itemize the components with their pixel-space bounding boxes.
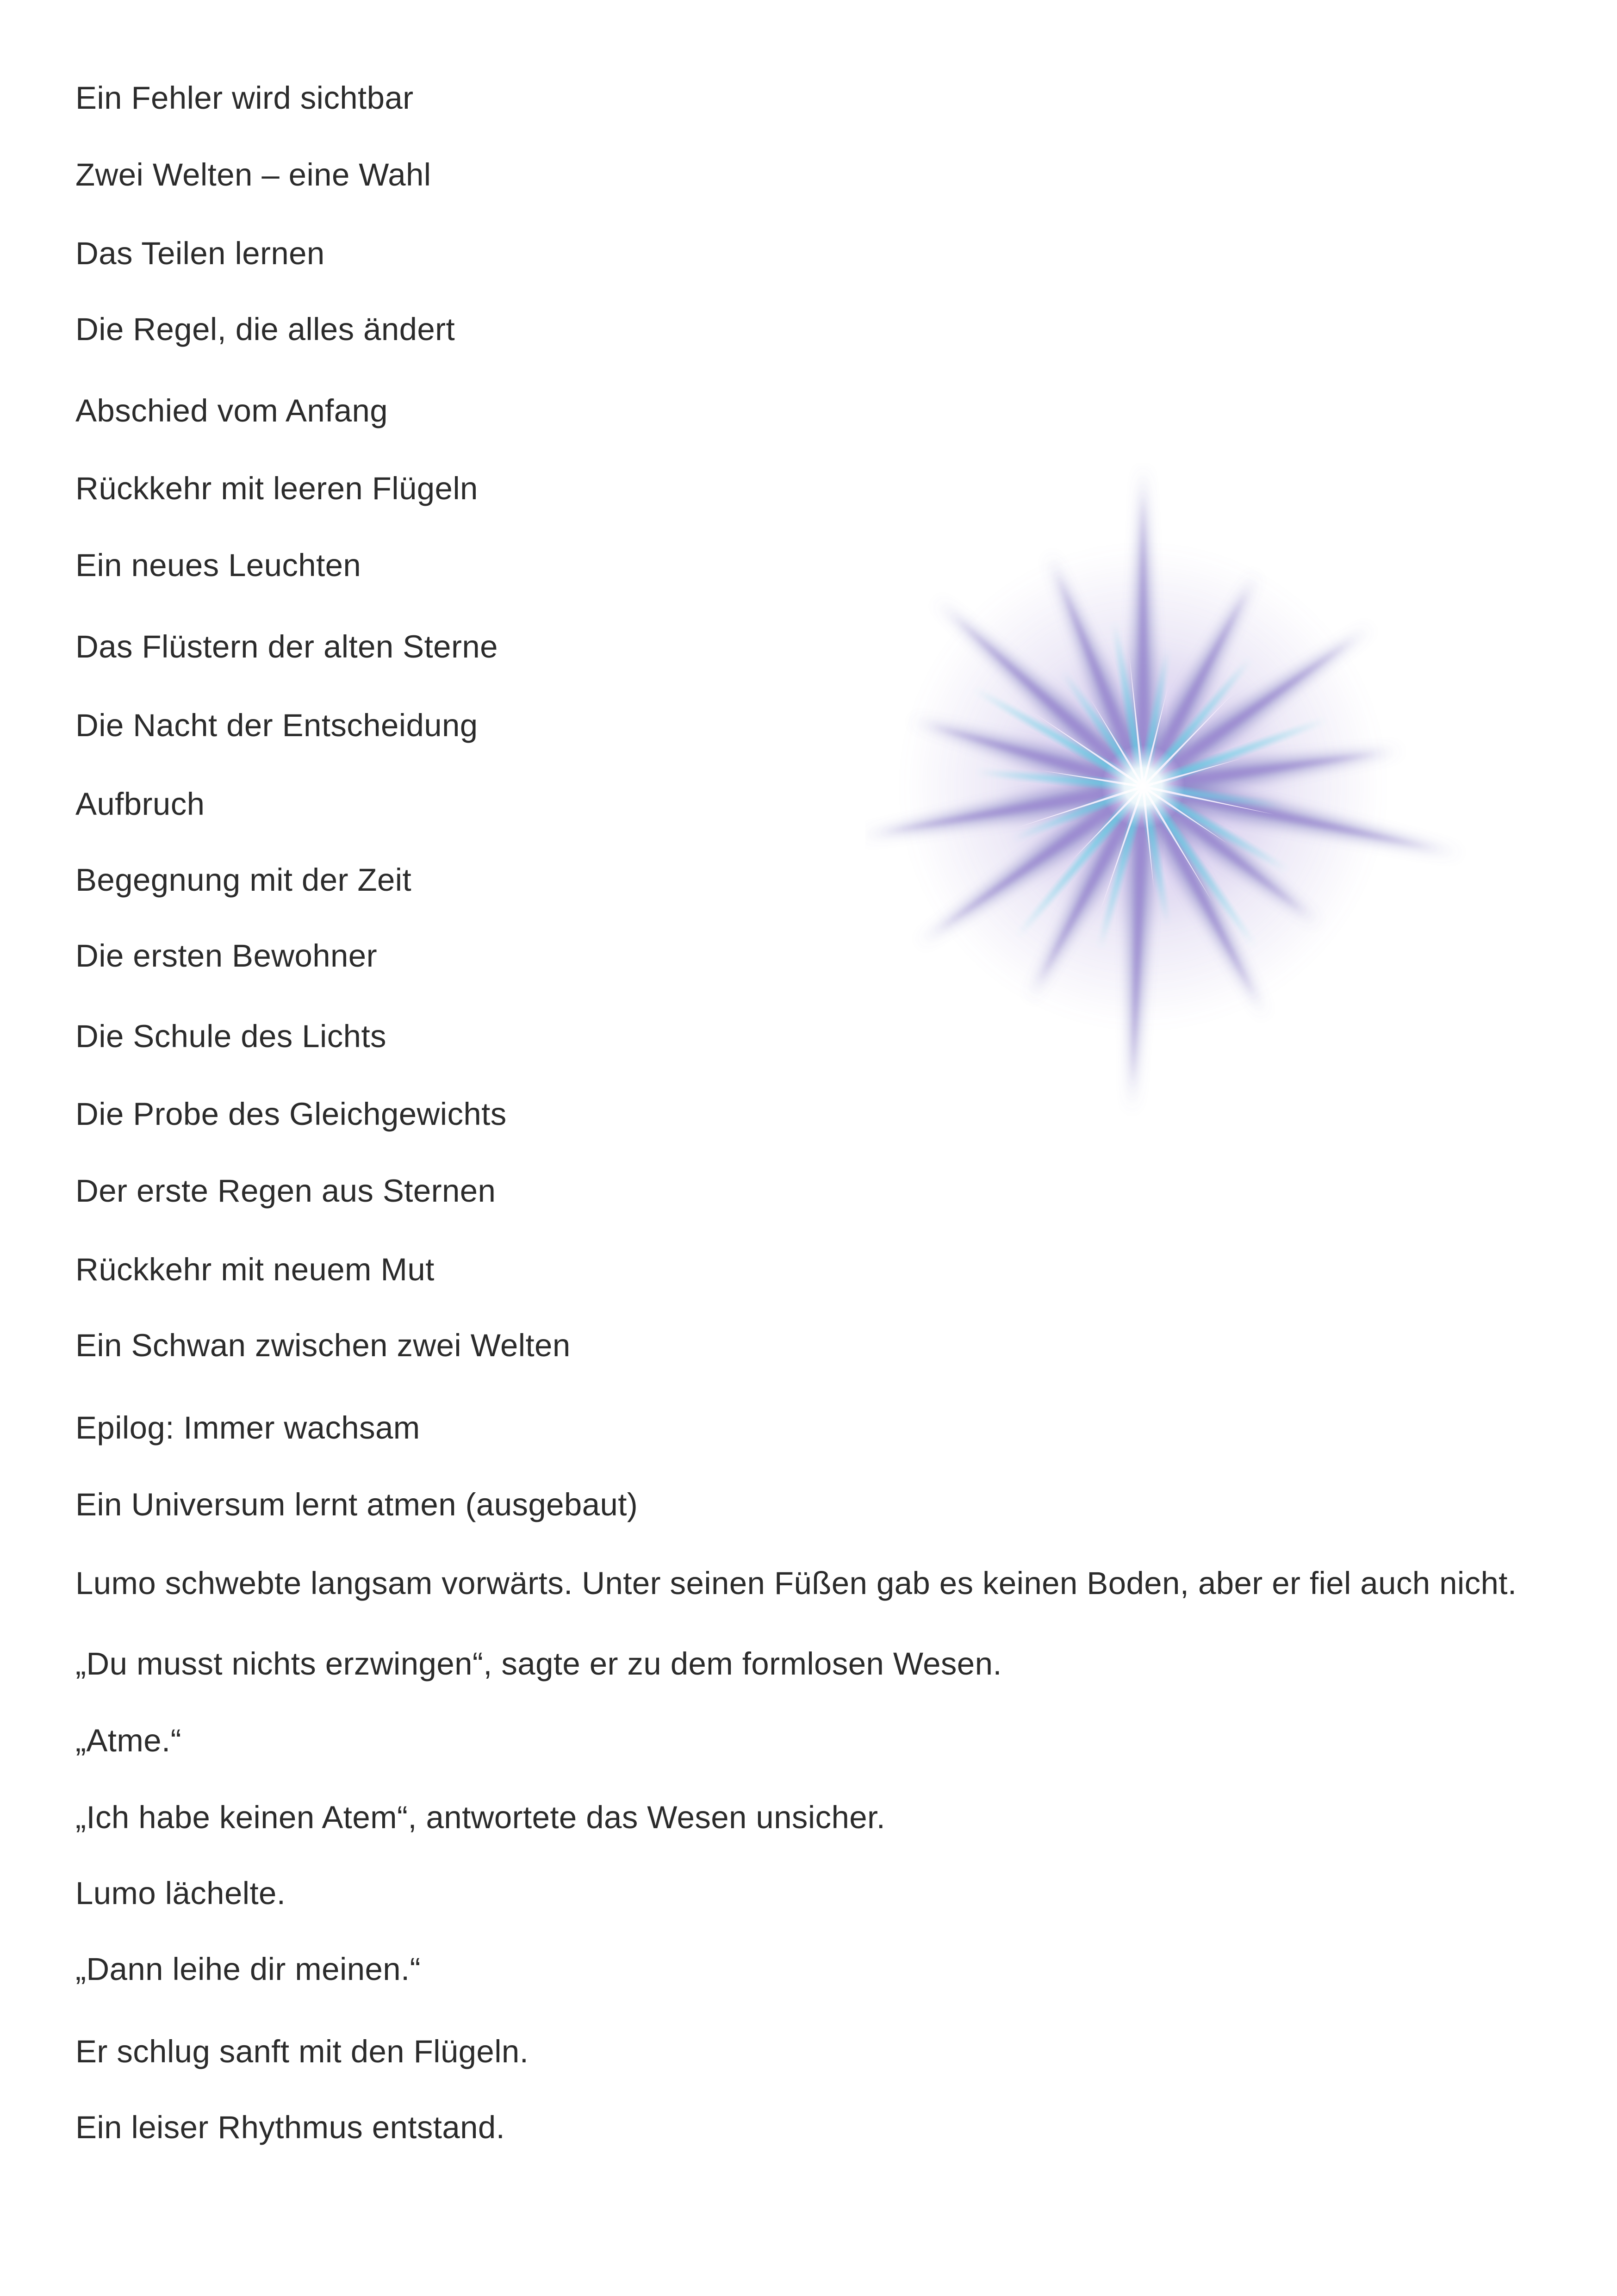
- heading-4: Die Regel, die alles ändert: [75, 311, 455, 347]
- body-paragraph-7: Er schlug sanft mit den Flügeln.: [75, 2034, 529, 2069]
- heading-18: Epilog: Immer wachsam: [75, 1410, 420, 1446]
- heading-16: Rückkehr mit neuem Mut: [75, 1252, 435, 1287]
- heading-10: Aufbruch: [75, 786, 205, 822]
- body-paragraph-1: Lumo schwebte langsam vorwärts. Unter seinen Füßen gab es keinen Boden, aber er fiel auch nicht.: [75, 1565, 1517, 1601]
- body-paragraph-5: Lumo lächelte.: [75, 1875, 286, 1911]
- heading-13: Die Schule des Lichts: [75, 1018, 386, 1054]
- heading-3: Das Teilen lernen: [75, 236, 325, 271]
- body-paragraph-3: „Atme.“: [75, 1723, 181, 1758]
- heading-17: Ein Schwan zwischen zwei Welten: [75, 1328, 571, 1363]
- heading-12: Die ersten Bewohner: [75, 938, 377, 974]
- heading-11: Begegnung mit der Zeit: [75, 862, 412, 898]
- heading-9: Die Nacht der Entscheidung: [75, 707, 478, 743]
- body-paragraph-4: „Ich habe keinen Atem“, antwortete das Wesen unsicher.: [75, 1800, 886, 1835]
- body-paragraph-6: „Dann leihe dir meinen.“: [75, 1951, 421, 1987]
- heading-14: Die Probe des Gleichgewichts: [75, 1096, 507, 1132]
- heading-15: Der erste Regen aus Sternen: [75, 1173, 496, 1209]
- starburst-icon: [865, 463, 1467, 1120]
- heading-5: Abschied vom Anfang: [75, 393, 388, 428]
- heading-19: Ein Universum lernt atmen (ausgebaut): [75, 1487, 638, 1522]
- heading-8: Das Flüstern der alten Sterne: [75, 629, 498, 664]
- body-paragraph-2: „Du musst nichts erzwingen“, sagte er zu dem formlosen Wesen.: [75, 1646, 1002, 1682]
- heading-6: Rückkehr mit leeren Flügeln: [75, 471, 478, 506]
- heading-2: Zwei Welten – eine Wahl: [75, 157, 431, 192]
- body-paragraph-8: Ein leiser Rhythmus entstand.: [75, 2110, 505, 2145]
- heading-1: Ein Fehler wird sichtbar: [75, 80, 414, 116]
- heading-7: Ein neues Leuchten: [75, 547, 361, 583]
